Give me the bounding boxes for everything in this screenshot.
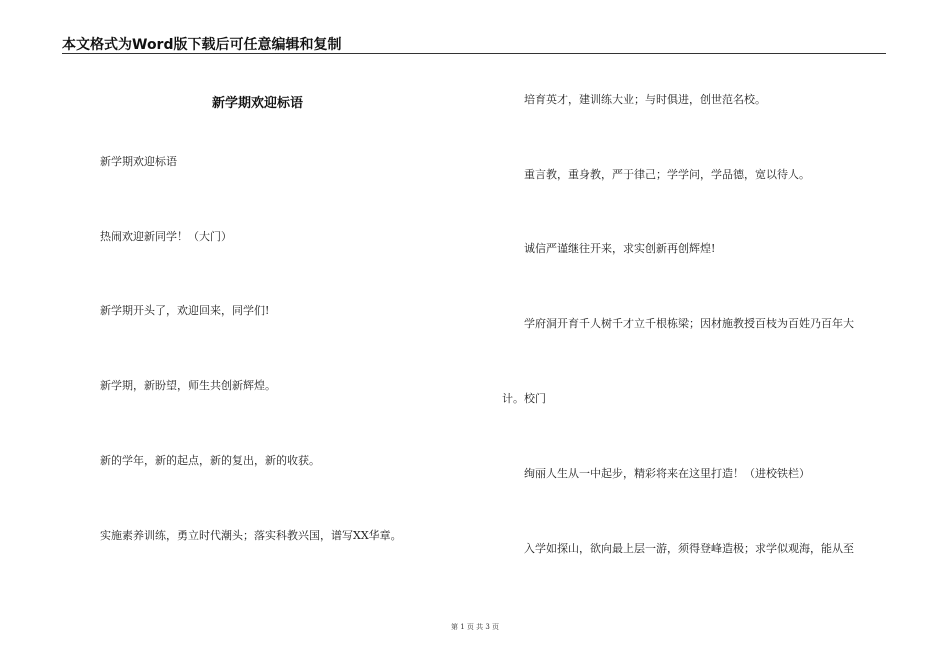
left-paragraph: 新学期，新盼望，师生共创新辉煌。 xyxy=(100,379,276,392)
right-paragraph: 入学如探山，欲向最上层一游，须得登峰造极；求学似观海，能从至 xyxy=(524,542,854,555)
right-paragraph: 培育英才，建训练大业；与时俱进，创世范名校。 xyxy=(524,93,766,106)
right-paragraph: 诚信严谨继往开来，求实创新再创辉煌! xyxy=(524,242,716,255)
left-paragraph: 新学期开头了，欢迎回来，同学们! xyxy=(100,304,270,317)
page-number: 第 1 页 共 3 页 xyxy=(450,623,500,631)
right-paragraph-continuation: 计。校门 xyxy=(502,392,546,405)
header-title: 本文格式为Word版下载后可任意编辑和复制 xyxy=(62,37,342,53)
left-paragraph: 新学期欢迎标语 xyxy=(100,155,177,168)
right-paragraph: 学府洞开育千人树千才立千根栋梁；因材施教授百枝为百姓乃百年大 xyxy=(524,317,854,330)
document-title: 新学期欢迎标语 xyxy=(212,96,304,111)
left-paragraph: 热闹欢迎新同学！（大门） xyxy=(100,230,232,243)
header-divider xyxy=(62,53,886,54)
right-paragraph: 绚丽人生从一中起步，精彩将来在这里打造！（进校铁栏） xyxy=(524,467,810,480)
left-paragraph: 新的学年，新的起点，新的复出，新的收获。 xyxy=(100,454,320,467)
left-paragraph: 实施素养训练，勇立时代潮头；落实科教兴国，谱写XX华章。 xyxy=(100,529,402,542)
right-paragraph: 重言教，重身教，严于律己；学学问，学品德，宽以待人。 xyxy=(524,168,810,181)
